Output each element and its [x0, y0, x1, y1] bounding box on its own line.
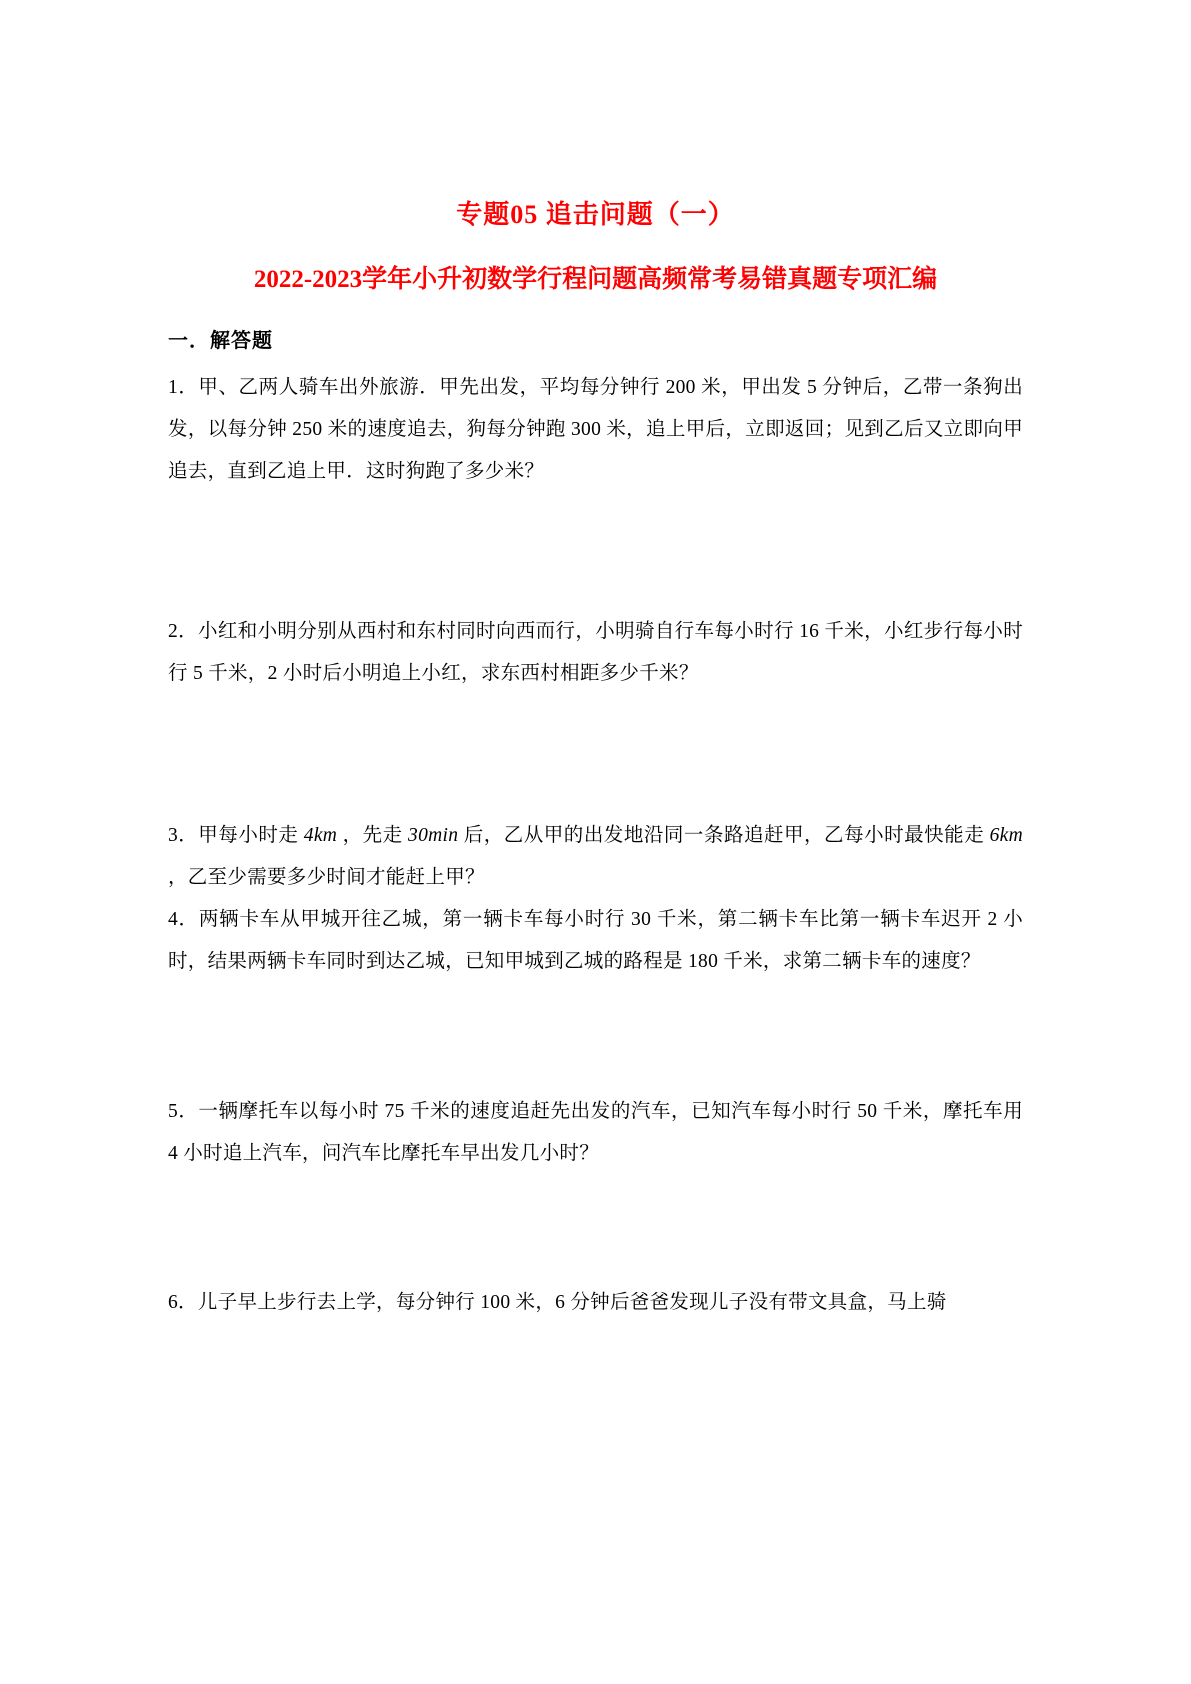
- answer-space-2: [168, 695, 1023, 815]
- answer-space-5: [168, 1174, 1023, 1282]
- question-5: 5．一辆摩托车以每小时 75 千米的速度追赶先出发的汽车，已知汽车每小时行 50 千米，摩托车用 4 小时追上汽车，问汽车比摩托车早出发几小时？: [168, 1100, 1023, 1164]
- question-1: 1．甲、乙两人骑车出外旅游．甲先出发，平均每分钟行 200 米，甲出发 5 分钟后，乙带一条狗出发，以每分钟 250 米的速度追去，狗每分钟跑 300 米，追上甲后，立即返回；见到乙后又立即向甲追去，直到乙追上甲．这时狗跑了多少米？: [168, 377, 1023, 483]
- question-2: 2．小红和小明分别从西村和东村同时向西而行，小明骑自行车每小时行 16 千米，小红步行每小时行 5 千米，2 小时后小明追上小红，求东西村相距多少千米？: [168, 621, 1023, 684]
- question-6: 6．儿子早上步行去上学，每分钟行 100 米，6 分钟后爸爸发现儿子没有带文具盒，马上骑: [168, 1292, 947, 1314]
- question-3: [168, 815, 1023, 899]
- document-content: [168, 0, 1023, 1324]
- answer-space-4: [168, 983, 1023, 1091]
- section-heading: 一．解答题: [168, 330, 273, 353]
- question-3-text-mid-2: 后，乙从甲的出发地沿同一条路追赶甲，乙每小时最快能走: [458, 824, 990, 846]
- question-3-math-1: 4km: [303, 824, 338, 846]
- question-3-math-2: 30min: [408, 824, 459, 846]
- question-3-text-post: ，乙至少需要多少时间才能赶上甲？: [168, 866, 485, 888]
- question-3-math-3: 6km: [989, 824, 1024, 846]
- question-3-text-mid-1: ，先走: [337, 824, 409, 846]
- answer-space-1: [168, 493, 1023, 611]
- page-subtitle: 2022-2023学年小升初数学行程问题高频常考易错真题专项汇编: [253, 265, 938, 293]
- question-4: 4．两辆卡车从甲城开往乙城，第一辆卡车每小时行 30 千米，第二辆卡车比第一辆卡车迟开 2 小时，结果两辆卡车同时到达乙城，已知甲城到乙城的路程是 180 千米，求第二辆卡车的速度？: [168, 908, 1023, 972]
- question-3-text-pre: 3．甲每小时走: [168, 824, 304, 846]
- page-title: 专题05 追击问题（一）: [456, 200, 735, 229]
